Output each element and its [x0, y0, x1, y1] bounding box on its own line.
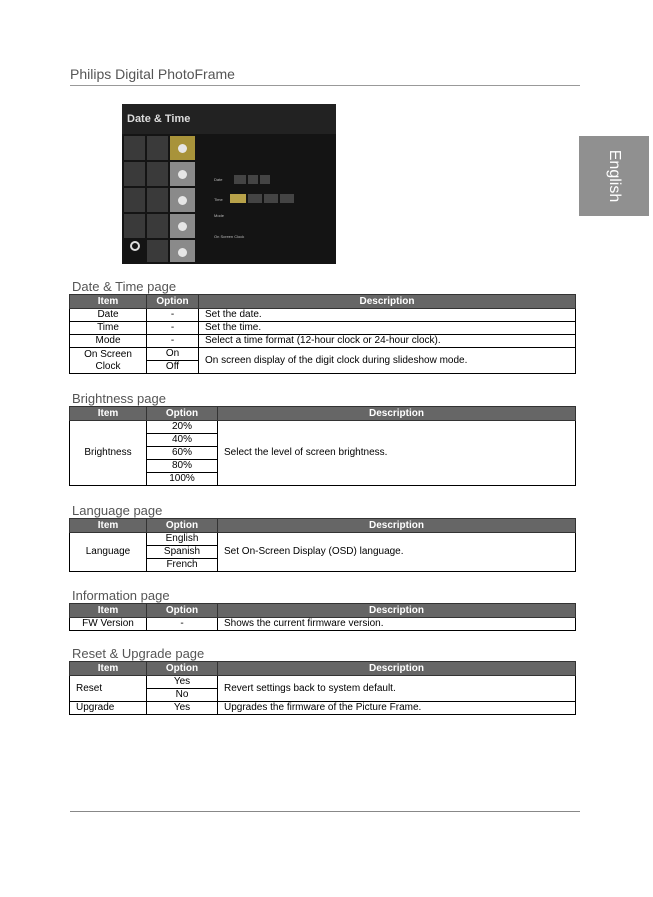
- grid-cell: [124, 214, 145, 238]
- option-cell: 80%: [147, 460, 218, 473]
- screenshot-time-label: Time: [214, 197, 223, 202]
- option-cell: 40%: [147, 434, 218, 447]
- grid-cell: [124, 188, 145, 212]
- table-row: [70, 309, 576, 322]
- col-header-description: Description: [218, 604, 576, 618]
- language-icon: [170, 188, 195, 212]
- grid-cell: [147, 188, 168, 212]
- screenshot-date-label: Date: [214, 177, 223, 182]
- option-cell: French: [147, 559, 218, 572]
- language-table: [69, 518, 576, 572]
- table-row: [70, 322, 576, 335]
- item-cell: Time: [70, 322, 147, 335]
- info-icon: [170, 214, 195, 238]
- time-second-box: [264, 194, 278, 203]
- col-header-option: Option: [147, 407, 218, 421]
- description-cell: Set the time.: [199, 322, 576, 335]
- item-cell: On Screen Clock: [70, 348, 147, 374]
- option-cell: -: [147, 309, 199, 322]
- reset-upgrade-table: [69, 661, 576, 715]
- col-header-item: Item: [70, 604, 147, 618]
- col-header-description: Description: [199, 295, 576, 309]
- table-header-row: [70, 604, 576, 618]
- brightness-section-title: Brightness page: [72, 391, 166, 406]
- settings-gear-icon: [130, 241, 140, 251]
- footer-divider: [70, 811, 580, 812]
- col-header-item: Item: [70, 407, 147, 421]
- option-cell: 20%: [147, 421, 218, 434]
- table-row: [70, 618, 576, 631]
- clock-icon: [170, 136, 195, 160]
- option-cell: -: [147, 335, 199, 348]
- item-cell: Date: [70, 309, 147, 322]
- side-tab-label: English: [605, 149, 623, 203]
- item-cell: Brightness: [70, 421, 147, 486]
- screenshot-mode-label: Mode: [214, 213, 225, 218]
- option-cell: 60%: [147, 447, 218, 460]
- option-cell: Yes: [147, 676, 218, 689]
- item-cell: Reset: [70, 676, 147, 702]
- grid-cell: [147, 240, 168, 262]
- col-header-item: Item: [70, 295, 147, 309]
- time-hour-box: [230, 194, 246, 203]
- item-cell: Upgrade: [70, 702, 147, 715]
- table-row: [70, 676, 576, 689]
- table-header-row: [70, 295, 576, 309]
- col-header-option: Option: [147, 662, 218, 676]
- date-time-screenshot: [122, 104, 336, 264]
- description-cell: Shows the current firmware version.: [218, 618, 576, 631]
- option-cell: 100%: [147, 473, 218, 486]
- date-day-box: [260, 175, 270, 184]
- item-cell: Language: [70, 533, 147, 572]
- language-section-title: Language page: [72, 503, 163, 518]
- table-row: [70, 702, 576, 715]
- table-row: [70, 335, 576, 348]
- table-header-row: [70, 662, 576, 676]
- date-month-box: [248, 175, 258, 184]
- reset-icon: [170, 240, 195, 262]
- grid-cell: [147, 214, 168, 238]
- col-header-description: Description: [218, 519, 576, 533]
- screenshot-title: Date & Time: [127, 113, 191, 125]
- description-cell: Upgrades the firmware of the Picture Frame.: [218, 702, 576, 715]
- option-cell: Off: [147, 361, 199, 374]
- option-cell: On: [147, 348, 199, 361]
- col-header-description: Description: [218, 662, 576, 676]
- brightness-table: [69, 406, 576, 486]
- table-header-row: [70, 407, 576, 421]
- col-header-item: Item: [70, 662, 147, 676]
- table-header-row: [70, 519, 576, 533]
- col-header-option: Option: [147, 295, 199, 309]
- description-cell: Revert settings back to system default.: [218, 676, 576, 702]
- date-time-section-title: Date & Time page: [72, 279, 177, 294]
- item-cell: Mode: [70, 335, 147, 348]
- col-header-option: Option: [147, 519, 218, 533]
- grid-cell: [124, 136, 145, 160]
- option-cell: -: [147, 618, 218, 631]
- header-divider: [70, 85, 580, 86]
- time-ampm-box: [280, 194, 294, 203]
- table-row: [70, 533, 576, 546]
- grid-cell: [147, 136, 168, 160]
- grid-cell: [124, 162, 145, 186]
- information-table: [69, 603, 576, 631]
- date-year-box: [234, 175, 246, 184]
- description-cell: On screen display of the digit clock during slideshow mode.: [199, 348, 576, 374]
- description-cell: Select a time format (12-hour clock or 24-hour clock).: [199, 335, 576, 348]
- option-cell: -: [147, 322, 199, 335]
- screenshot-clock-label: On Screen Clock: [214, 234, 245, 239]
- description-cell: Set the date.: [199, 309, 576, 322]
- option-cell: Spanish: [147, 546, 218, 559]
- col-header-description: Description: [218, 407, 576, 421]
- col-header-option: Option: [147, 604, 218, 618]
- reset-section-title: Reset & Upgrade page: [72, 646, 205, 661]
- language-side-tab: [579, 136, 649, 216]
- option-cell: No: [147, 689, 218, 702]
- table-row: [70, 348, 576, 361]
- time-minute-box: [248, 194, 262, 203]
- description-cell: Select the level of screen brightness.: [218, 421, 576, 486]
- date-time-table: [69, 294, 576, 374]
- option-cell: English: [147, 533, 218, 546]
- description-cell: Set On-Screen Display (OSD) language.: [218, 533, 576, 572]
- table-row: [70, 421, 576, 434]
- option-cell: Yes: [147, 702, 218, 715]
- information-section-title: Information page: [72, 588, 170, 603]
- brightness-icon: [170, 162, 195, 186]
- page-header-title: Philips Digital PhotoFrame: [70, 66, 235, 82]
- col-header-item: Item: [70, 519, 147, 533]
- grid-cell: [147, 162, 168, 186]
- item-cell: FW Version: [70, 618, 147, 631]
